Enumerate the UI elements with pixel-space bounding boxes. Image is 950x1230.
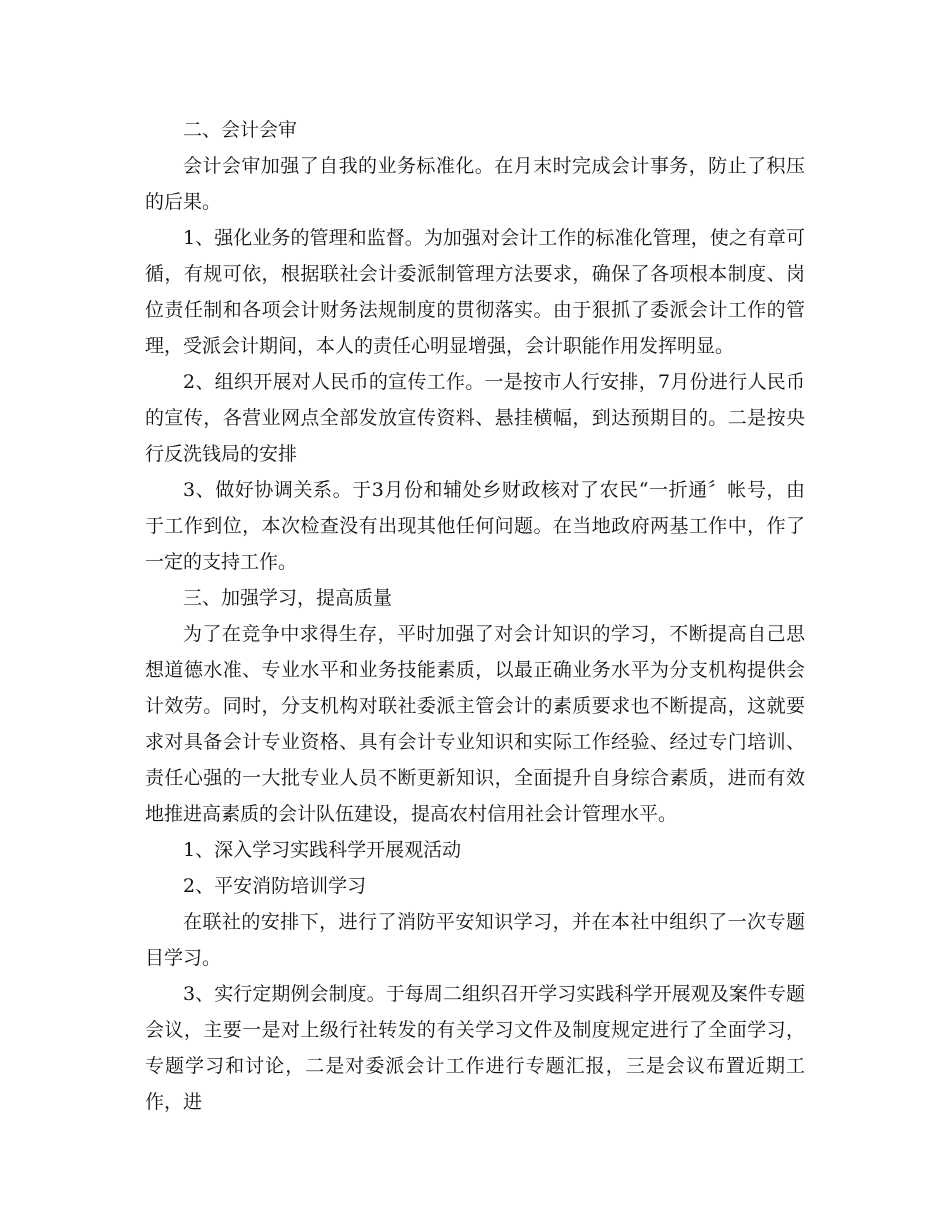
paragraph: 在联社的安排下，进行了消防平安知识学习，并在本社中组织了一次专题目学习。 — [145, 911, 805, 969]
paragraph: 2、组织开展对人民币的宣传工作。一是按市人行安排，7月份进行人民币的宣传，各营业网点全部发放宣传资料、悬挂横幅，到达预期目的。二是按央行反洗钱局的安排 — [145, 371, 805, 465]
paragraph: 1、强化业务的管理和监督。为加强对会计工作的标准化管理，使之有章可循，有规可依，根据联社会计委派制管理方法要求，确保了各项根本制度、岗位责任制和各项会计财务法规制度的贯彻落实。由于狠抓了委派会计工作的管理，受派会计期间，本人的责任心明显增强，会计职能作用发挥明显。 — [145, 227, 805, 357]
paragraph: 3、实行定期例会制度。于每周二组织召开学习实践科学开展观及案件专题会议，主要一是对上级行社转发的有关学习文件及制度规定进行了全面学习，专题学习和讨论，二是对委派会计工作进行专题汇报，三是会议布置近期工作，进 — [145, 983, 805, 1113]
paragraph: 3、做好协调关系。于3月份和辅处乡财政核对了农民“一折通〞帐号，由于工作到位，本次检查没有出现其他任何问题。在当地政府两基工作中，作了一定的支持工作。 — [145, 479, 805, 573]
subheading: 2、平安消防培训学习 — [183, 875, 367, 897]
subheading: 1、深入学习实践科学开展观活动 — [183, 839, 462, 861]
paragraph: 为了在竞争中求得生存，平时加强了对会计知识的学习，不断提高自己思想道德水准、专业水平和业务技能素质，以最正确业务水平为分支机构提供会计效劳。同时，分支机构对联社委派主管会计的素质要求也不断提高，这就要求对具备会计专业资格、具有会计专业知识和实际工作经验、经过专门培训、责任心强的一大批专业人员不断更新知识，全面提升自身综合素质，进而有效地推进高素质的会计队伍建设，提高农村信用社会计管理水平。 — [145, 623, 805, 825]
document-body — [145, 112, 805, 1120]
section-heading-accounting-review: 二、会计会审 — [183, 119, 298, 141]
section-heading-strengthen-learning: 三、加强学习，提高质量 — [183, 587, 393, 609]
paragraph: 会计会审加强了自我的业务标准化。在月末时完成会计事务，防止了积压的后果。 — [145, 155, 805, 213]
